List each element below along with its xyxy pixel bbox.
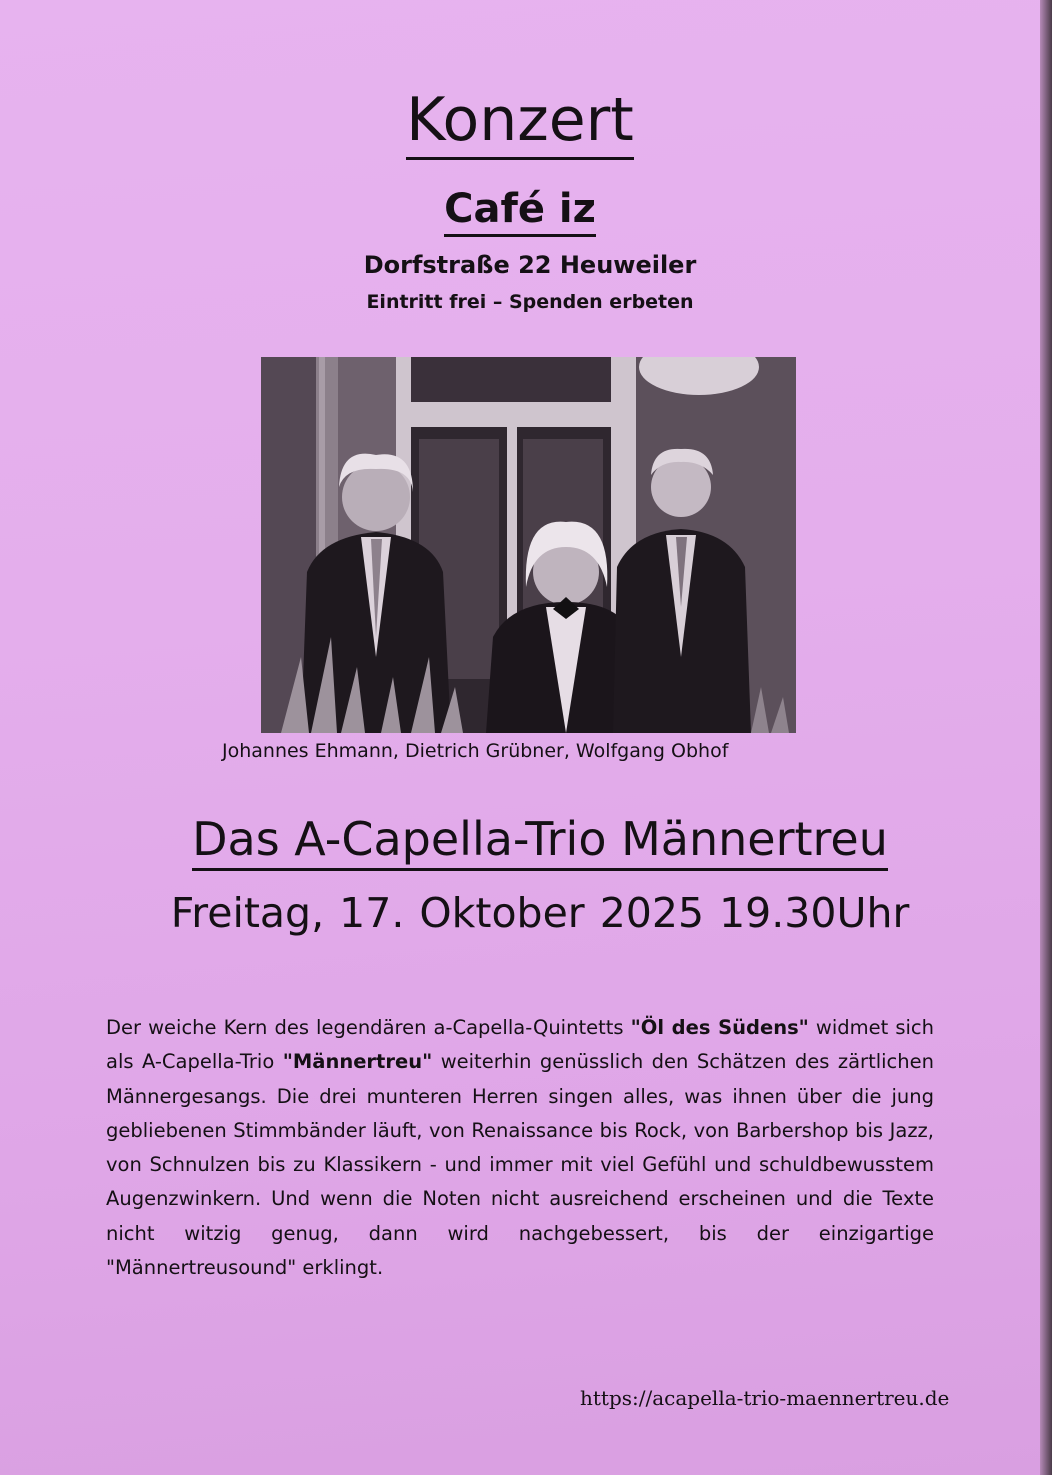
paper-edge-shadow	[1040, 0, 1052, 1475]
flyer-title: Konzert	[0, 82, 1040, 158]
venue-name: Café iz	[0, 181, 1040, 237]
website-url: https://acapella-trio-maennertreu.de	[580, 1386, 950, 1410]
trio-photo-icon	[261, 357, 796, 733]
concert-date-time: Freitag, 17. Oktober 2025 19.30Uhr	[170, 889, 910, 937]
trio-description: Der weiche Kern des legendären a-Capella-Quintetts "Öl des Südens" widmet sich als A-Capella-Trio "Männertreu" weiterhin genüsslich den Schätzen des zärtlichen Männergesangs. Die drei munteren Herren singen alles, was ihnen über die jung gebliebenen Stimmbänder läuft, von Renaissance bis Rock, von Barbershop bis Jazz, von Schnulzen bis zu Klassikern - und immer mit viel Gefühl und schuldbewusstem Augenzwinkern. Und wenn die Noten nicht ausreichend erscheinen und die Texte nicht witzig genug, dann wird nachgebessert, bis der einzigartige "Männertreusound" erklingt.	[106, 1016, 934, 1280]
trio-name: Das A-Capella-Trio Männertreu	[20, 806, 1052, 872]
venue-address: Dorfstraße 22 Heuweiler	[363, 251, 697, 279]
trio-photo	[261, 357, 796, 733]
trio-name-inline: "Männertreu"	[282, 1050, 433, 1074]
entry-note: Eintritt frei – Spenden erbeten	[366, 291, 694, 313]
photo-caption: Johannes Ehmann, Dietrich Grübner, Wolfgang Obhof	[222, 740, 729, 762]
quintet-name: "Öl des Südens"	[630, 1016, 809, 1039]
